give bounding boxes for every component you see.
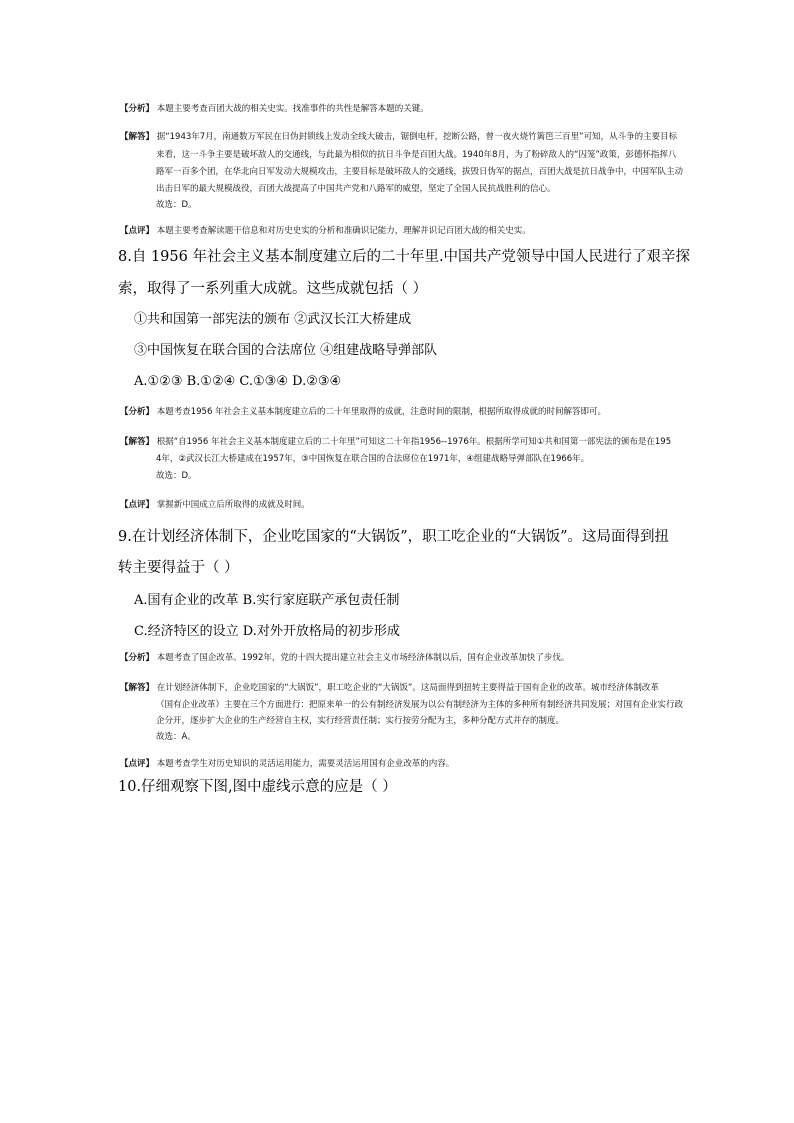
- q7-comment: [120, 223, 531, 239]
- q7-analysis: [120, 101, 429, 117]
- q7-solution-tag: 【解答】: [120, 132, 155, 142]
- q7-solution: [120, 129, 677, 145]
- q7-solution-line3: 路军一百多个团，在华北向日军发动大规模攻击，主要目标是破坏敌人的交通线，拔毁日伪军的据点，百团大战是抗日战争中，中国军队主动: [156, 167, 684, 177]
- q8-solution-line1: 根据“自1956 年社会主义基本制度建立后的二十年里”可知这二十年指1956--1976年。根据所学可知①共和国第一部宪法的颁布是在195: [156, 437, 672, 447]
- q7-solution-line5: 故选：D。: [156, 200, 197, 210]
- q7-analysis-tag: 【分析】: [120, 104, 155, 114]
- q9-solution-line2: （国有企业改革）主要在三个方面进行：把原来单一的公有制经济发展为以公有制经济为主体的多种所有制经济共同发展；对国有企业实行政: [156, 700, 684, 710]
- q7-solution-line1: 据“1943年7月，南通数万军民在日伪封锁线上发动全线大破击，锯倒电杆，挖断公路，曾一夜火烧竹篱笆三百里”可知，从斗争的主要目标: [156, 132, 678, 142]
- q9-options-line2: C.经济特区的设立 D.对外开放格局的初步形成: [134, 624, 400, 639]
- q9-stem-line2: 转主要得益于（ ）: [118, 560, 239, 576]
- q8-analysis-tag: 【分析】: [120, 407, 155, 417]
- q8-stem-line1: 8.自 1956 年社会主义基本制度建立后的二十年里.中国共产党领导中国人民进行了艰辛探: [118, 249, 691, 265]
- q7-solution-line2: 来看，这一斗争主要是破坏敌人的交通线，与此最为相似的抗日斗争是百团大战。1940年8月，为了粉碎敌人的“囚笼”政策，彭德怀指挥八: [156, 150, 677, 160]
- q8-analysis-text: 本题考查1956 年社会主义基本制度建立后的二十年里取得的成就，注意时间的限制，根据所取得成就的时间解答即可。: [156, 407, 607, 417]
- q9-stem-line1: 9.在计划经济体制下，企业吃国家的“大锅饭”，职工吃企业的“大锅饭”。这局面得到扭: [118, 529, 669, 545]
- q10-stem: 10.仔细观察下图,图中虚线示意的应是（ ）: [118, 779, 397, 795]
- q8-comment-text: 掌握新中国成立后所取得的成就及时间。: [156, 500, 310, 510]
- q8-solution-line3: 故选：D。: [156, 471, 197, 481]
- q8-solution-tag: 【解答】: [120, 437, 155, 447]
- q9-analysis-tag: 【分析】: [120, 653, 155, 663]
- q9-solution-line1: 在计划经济体制下，企业吃国家的“大锅饭”，职工吃企业的“大锅饭”。这局面得到扭转主要得益于国有企业的改革。城市经济体制改革: [156, 683, 659, 693]
- q7-comment-tag: 【点评】: [120, 226, 155, 236]
- q9-analysis: [120, 650, 569, 666]
- q7-solution-line4: 出击日军的最大规模战役，百团大战提高了中国共产党和八路军的威望，坚定了全国人民抗战胜利的信心。: [156, 184, 556, 194]
- q7-comment-text: 本题主要考查解读题干信息和对历史史实的分析和准确识记能力，理解并识记百团大战的相关史实。: [156, 226, 531, 236]
- q9-options-line1: A.国有企业的改革 B.实行家庭联产承包责任制: [134, 593, 400, 608]
- q8-comment: [120, 497, 310, 513]
- q9-solution-line4: 故选：A。: [156, 732, 196, 742]
- q8-items-line2: ③中国恢复在联合国的合法席位 ④组建战略导弹部队: [134, 343, 438, 358]
- q8-stem-line2: 索，取得了一系列重大成就。这些成就包括（ ）: [118, 281, 428, 297]
- q8-solution-line2: 4年，②武汉长江大桥建成在1957年，③中国恢复在联合国的合法席位在1971年，④组建战略导弹部队在1966年。: [156, 454, 590, 464]
- q8-analysis: [120, 404, 606, 420]
- q9-solution-line3: 企分开，逐步扩大企业的生产经营自主权，实行经营责任制；实行按劳分配为主，多种分配方式并存的制度。: [156, 716, 565, 726]
- q8-items-line1: ①共和国第一部宪法的颁布 ②武汉长江大桥建成: [134, 312, 412, 327]
- q9-comment-tag: 【点评】: [120, 759, 155, 769]
- q9-solution-tag: 【解答】: [120, 683, 155, 693]
- q8-options: A.①②③ B.①②④ C.①③④ D.②③④: [134, 374, 342, 389]
- q9-solution: [120, 680, 659, 696]
- q7-analysis-text: 本题主要考查百团大战的相关史实。找准事件的共性是解答本题的关键。: [156, 104, 429, 114]
- q8-solution: [120, 434, 671, 450]
- q9-analysis-text: 本题考查了国企改革。1992年，党的十四大提出建立社会主义市场经济体制以后，国有企业改革加快了步伐。: [156, 653, 570, 663]
- q9-comment: [120, 756, 454, 772]
- q8-comment-tag: 【点评】: [120, 500, 155, 510]
- q9-comment-text: 本题考查学生对历史知识的灵活运用能力，需要灵活运用国有企业改革的内容。: [156, 759, 455, 769]
